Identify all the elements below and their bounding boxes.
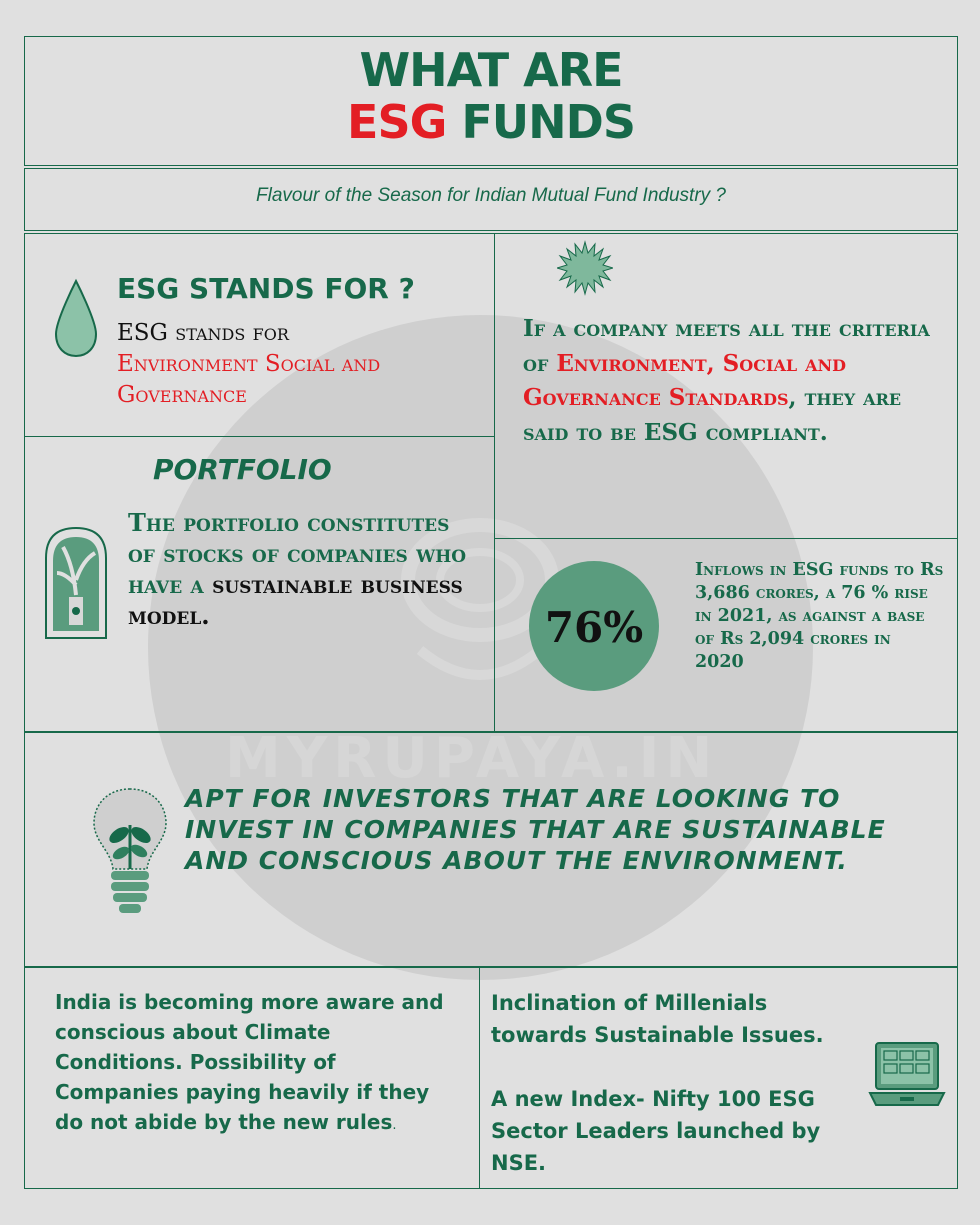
compliance-highlight: Environment, Social and Governance Standards [523,349,847,411]
esg-stands-text [117,318,477,411]
title-line1: WHAT ARE [359,43,623,97]
india-text-suffix: . [392,1118,397,1133]
stat-description: Inflows in ESG funds to Rs 3,686 crores, a 76 % rise in 2021, as against a base of Rs 2,094 crores in 2020 [695,560,944,672]
millenials-para1: Inclination of Millenials towards Sustainable Issues. [491,991,824,1047]
portfolio-box [24,436,495,732]
portfolio-text [128,507,473,631]
esg-stands-heading: ESG STANDS FOR ? [117,272,415,305]
subtitle-box [24,168,958,231]
lightbulb-plant-icon [91,785,169,919]
investors-box [24,732,958,968]
compliance-post: , they are said to be ESG compliant. [523,384,902,446]
stat-box [494,538,958,732]
investors-text: APT FOR INVESTORS THAT ARE LOOKING TO INVEST IN COMPANIES THAT ARE SUSTAINABLE AND CONSCIOUS ABOUT THE ENVIRONMENT. [185,784,886,875]
india-box [24,966,480,1189]
compliance-text [523,312,943,450]
india-text [55,987,445,1141]
starburst-icon [557,240,613,296]
compliance-pre: If a company meets all the criteria of [523,315,930,377]
title-box [24,36,958,166]
millenials-box [479,966,958,1189]
watermark-text: MYRUPAYA.IN [225,726,719,791]
arch-window-plant-icon [43,525,109,641]
millenials-para2: A new Index- Nifty 100 ESG Sector Leaders launched by NSE. [491,1087,821,1175]
india-text-main: India is becoming more aware and conscious about Climate Conditions. Possibility of Companies paying heavily if they do not abide by the new rules [55,990,444,1134]
stat-value: 76% [544,603,644,652]
portfolio-text-black: sustainable business model. [128,570,463,630]
portfolio-heading: PORTFOLIO [153,453,332,486]
subtitle: Flavour of the Season for Indian Mutual Fund Industry ? [256,185,726,206]
title-esg: ESG [347,95,447,149]
portfolio-text-green: The portfolio constitutes of stocks of companies who have a [128,508,467,599]
title-line2 [25,97,957,147]
esg-stands-line1: ESG stands for [117,320,289,346]
esg-stands-highlight: Environment Social and Governance [117,351,381,408]
water-drop-icon [53,278,99,358]
compliance-box [494,233,958,539]
esg-stands-box [24,233,495,437]
laptop-icon [868,1041,946,1111]
title-funds: FUNDS [461,95,635,149]
